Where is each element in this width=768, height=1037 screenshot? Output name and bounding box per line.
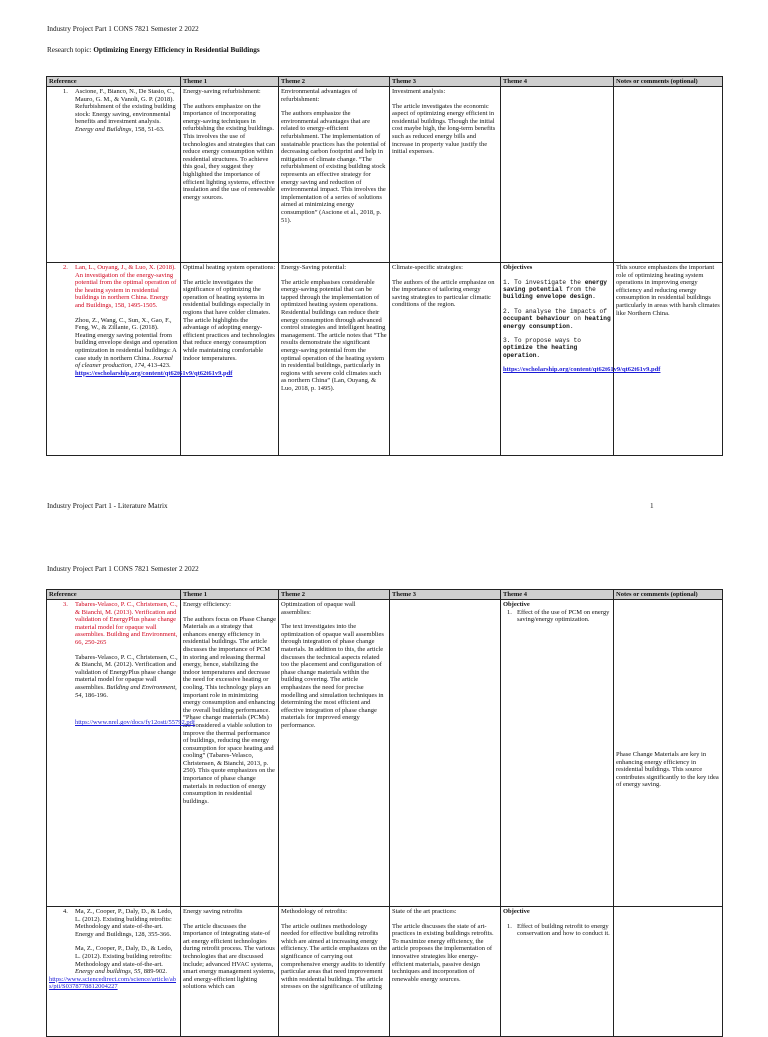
reference-cell: 3. Tabares-Velasco, P. C., Christensen, C., & Bianchi, M. (2013). Verification and validation of EnergyPlus phase change material model for opaque wall assemblies. Building and Environment, 66, 250-265 Tabares-Velasco, P. C., Christensen, C., & Bianchi, M. (2012). Verification and validation of EnergyPlus phase change material model for opaque wall assemblies. Building and Environment, 54, 186-196. https://www.nrel.gov/docs/fy12osti/55792.pdf <box>47 600 181 907</box>
col-header-theme-1: Theme 1 <box>181 590 279 600</box>
col-header-reference: Reference <box>47 77 181 87</box>
table-row <box>47 263 723 456</box>
theme-title: Energy efficiency: <box>183 601 231 608</box>
literature-matrix-table <box>46 589 723 1037</box>
theme-body: The article investigates the significance of optimizing the operation of heating systems in residential buildings especially in regions that have colder climates. The article highlights the advantage of adopting energy-efficient practices and technologies that reduce energy consumption while maintaining comfortable indoor temperatures. <box>183 278 275 362</box>
table-row <box>47 600 723 907</box>
reference-text-2: Ma, Z., Cooper, P., Daly, D., & Ledo, L. (2012). Existing building retrofits: Methodology and state-of-the-art. <box>75 945 173 968</box>
objectives-heading: Objective <box>503 601 530 608</box>
reference-cell: 2. Lan, L., Ouyang, J., & Luo, X. (2018). An investigation of the energy-saving potential from the optimal operation of the heating system in residential buildings in northern China. Energy and Buildings, 158, 1495-1505. Zhou, Z., Wang, C., Sun, X., Gao, F., Feng, W., & Zillante, G. (2018). Heating energy saving potential from building envelope design and operation optimization in residential buildings: A case study in northern China. Journal of cleaner production, 174, 413-423. https://escholarship.org/content/qt62t61v9/qt62t61v9.pdf <box>47 263 181 456</box>
notes-cell <box>614 907 723 1037</box>
reference-text: Ascione, F., Bianco, N., De Stasio, C., Mauro, G. M., & Vanoli, G. P. (2018). Refurbishment of the existing building stock: Energy saving, environmental benefits and investment analysis. <box>75 88 176 126</box>
theme-4-cell <box>501 907 614 1037</box>
theme-body: The article discusses the importance of integrating state-of art energy efficient technologies during retrofit process. The various technologies that are discussed include; advanced HVAC systems, smart energy management systems, and energy-efficient lighting solutions which can <box>183 922 276 991</box>
research-topic-label: Research topic: <box>47 46 92 54</box>
theme-1-cell <box>181 907 279 1037</box>
reference-cell: 4. Ma, Z., Cooper, P., Daly, D., & Ledo, L. (2012). Existing building retrofits: Methodology and state-of-the-art. Energy and Buildings, 128, 355-366. Ma, Z., Cooper, P., Daly, D., & Ledo, L. (2012). Existing building retrofits: Methodology and state-of-the-art. Energy and buildings, 55, 889-902. https://www.sciencedirect.com/science/article/abs/pii/S0378778812004227 <box>47 907 181 1037</box>
page-number: 1 <box>650 502 654 510</box>
theme-body: The authors of the article emphasize on the importance of tailoring energy saving strategies to particular climatic conditions of the region. <box>392 278 495 309</box>
reference-link[interactable]: https://www.nrel.gov/docs/fy12osti/55792.pdf <box>75 719 196 727</box>
theme-title: Optimization of opaque wall assemblies: <box>281 601 356 616</box>
table-header-row <box>47 77 723 87</box>
theme-1-cell <box>181 600 279 907</box>
theme-title: Energy-saving refurbishment: <box>183 88 261 95</box>
theme-title: Energy saving retrofits <box>183 908 243 915</box>
theme-1-cell <box>181 263 279 456</box>
reference-text: Ma, Z., Cooper, P., Daly, D., & Ledo, L. (2012). Existing building retrofits: Methodology and state-of-the-art. Energy and Buildings, 128, 355-366. <box>75 908 173 938</box>
theme-3-cell <box>390 600 501 907</box>
objective-item: 1. Effect of the use of PCM on energy saving/energy optimization. <box>507 608 610 624</box>
reference-link[interactable]: https://www.sciencedirect.com/science/article/abs/pii/S0378778812004227 <box>49 975 176 991</box>
theme-4-cell <box>501 263 661 456</box>
theme-2-cell <box>279 600 390 907</box>
theme-4-cell <box>501 87 614 263</box>
theme-body: The authors emphasize on the importance of incorporating energy-saving techniques in refurbishing the existing buildings. This involves the use of technologies and strategies that can reduce energy consumption within residential structures. To achieve this goal, they suggest they highlighted the importance of efficient lighting systems, effective insulation and the use of renewable energy sources. <box>183 102 276 201</box>
theme-body: The authors emphasize the environmental advantages that are related to energy-efficient refurbishment. The implementation of sustainable practices has the potential of decreasing carbon footprint and help in mitigation of climate change. “The refurbishment of existing building stock represents an effective strategy for energy saving and reduction of environmental impact. This involves the implementation of a series of solutions aimed at minimizing energy consumption” (Ascione et al., 2018, p. 51). <box>281 110 386 224</box>
objective-item: 2. To analyse the impacts of occupant behaviour on heating energy consumption. <box>503 307 611 330</box>
objective-item: 1. Effect of building retrofit to energy conservation and how to conduct it. <box>507 922 610 938</box>
reference-text-2: Tabares-Velasco, P. C., Christensen, C., & Bianchi, M. (2012). Verification and validation of EnergyPlus phase change material model for opaque wall assemblies. <box>75 653 178 691</box>
theme-title: Climate-specific strategies: <box>392 264 463 271</box>
literature-matrix-table <box>46 76 723 456</box>
col-header-theme-3: Theme 3 <box>390 77 501 87</box>
notes-cell <box>614 600 723 907</box>
objective-link[interactable]: https://escholarship.org/content/qt62t61v9/qt62t61v9.pdf <box>503 366 661 374</box>
theme-2-cell <box>279 907 390 1037</box>
page-header: Industry Project Part 1 CONS 7821 Semester 2 2022 <box>47 565 199 573</box>
notes-cell <box>614 263 723 456</box>
col-header-theme-2: Theme 2 <box>279 77 390 87</box>
col-header-theme-4: Theme 4 <box>501 77 614 87</box>
theme-title: Methodology of retrofits: <box>281 908 348 915</box>
page-footer: Industry Project Part 1 - Literature Matrix <box>47 502 168 510</box>
theme-title: State of the art practices: <box>392 908 457 915</box>
theme-body: The text investigates into the optimization of opaque wall assemblies through integration of phase change materials. In addition to this, the article discusses the technical aspects related too the placement and configuration of phase change materials within the building covering. The article emphasizes the need for precise modelling and simulation techniques in determining the most efficient and effective integration of phase change materials for improved energy performance. <box>281 623 384 729</box>
table-header-row <box>47 590 723 600</box>
notes-cell <box>614 87 723 263</box>
col-header-theme-2: Theme 2 <box>279 590 390 600</box>
theme-body: The article outlines methodology needed for effective building retrofits which are aimed at increasing energy efficiency. The article emphasizes on the significance of carrying out comprehensive energy audits to identify particular areas that need improvement within residential buildings. The article stresses on the significance of utilizing <box>281 922 387 991</box>
col-header-theme-1: Theme 1 <box>181 77 279 87</box>
theme-body: The article emphasises considerable energy-saving potential that can be tapped through the implementation of optimized heating system operations. Residential buildings can reduce their energy consumption through advanced control strategies and intelligent heating management. The article notes that “The results demonstrate the significant energy-saving potential from the optimal operation of the heating system in residential buildings, particularly in regions with severe cold climates such as northern China” (Lan, Ouyang, & Luo, 2018, p. 1495). <box>281 278 387 392</box>
col-header-theme-3: Theme 3 <box>390 590 501 600</box>
notes-text: Phase Change Materials are key in enhancing energy efficiency in residential buildings. This source contributes significantly to the key idea of energy saving. <box>616 751 719 789</box>
reference-text: Lan, L., Ouyang, J., & Luo, X. (2018). An investigation of the energy-saving potential from the optimal operation of the heating system in residential buildings in northern China. Energy and Buildings, 158, 1495-1505. <box>75 264 177 309</box>
reference-text: Tabares-Velasco, P. C., Christensen, C., & Bianchi, M. (2013). Verification and validation of EnergyPlus phase change material model for opaque wall assemblies. Building and Environment, 66, 250-265 <box>75 601 178 646</box>
theme-title: Optimal heating system operations: <box>183 264 276 271</box>
col-header-theme-4: Theme 4 <box>501 590 614 600</box>
theme-body: The authors focus on Phase Change Materials as a strategy that enhances energy efficiency in residential buildings. The article discusses the importance of PCM in storing and releasing thermal energy, hence, stabilizing the indoor temperatures and decrease the need for excessive heating or cooling. This technology plays an important role in minimizing energy consumption and enhancing the overall building performance. “Phase change materials (PCMs) are considered a viable solution to improve the thermal performance of buildings, reducing the energy consumption for space heating and cooling” (Tabares-Velasco, Christensen, & Bianchi, 2013, p. 250). This quote emphasizes on the importance of phase change materials in reduction of energy consumption in residential buildings. <box>183 615 276 805</box>
reference-cell: 1. Ascione, F., Bianco, N., De Stasio, C., Mauro, G. M., & Vanoli, G. P. (2018). Refurbishment of the existing building stock: Energy saving, environmental benefits and investment analysis. Energy and Buildings, 158, 51-63. <box>47 87 181 263</box>
reference-journal: Energy and Buildings <box>75 125 132 133</box>
reference-link[interactable]: https://escholarship.org/content/qt62t61v9/qt62t61v9.pdf <box>75 369 233 377</box>
theme-1-cell <box>181 87 279 263</box>
page-header: Industry Project Part 1 CONS 7821 Semester 2 2022 <box>47 25 199 33</box>
objectives-heading: Objectives <box>503 264 533 271</box>
research-topic-title: Optimizing Energy Efficiency in Residential Buildings <box>93 46 260 54</box>
theme-2-cell <box>279 263 390 456</box>
theme-body: The article discusses the state of art-practices in existing buildings retrofits. To maximize energy efficiency, the article proposes the implementation of innovative strategies like energy-efficient materials, passive design techniques and incorporation of renewable energy sources. <box>392 922 494 983</box>
research-topic <box>47 46 260 54</box>
theme-3-cell <box>390 87 501 263</box>
col-header-notes: Notes or comments (optional) <box>614 77 723 87</box>
objectives-heading: Objective <box>503 908 530 915</box>
theme-4-cell <box>501 600 614 907</box>
theme-3-cell <box>390 907 501 1037</box>
theme-title: Energy-Saving potential: <box>281 264 347 271</box>
theme-title: Environmental advantages of refurbishment: <box>281 88 358 103</box>
theme-2-cell <box>279 87 390 263</box>
theme-title: Investment analysis: <box>392 88 446 95</box>
table-row <box>47 907 723 1037</box>
objective-item: 3. To propose ways to optimize the heating operation. <box>503 337 581 359</box>
theme-body: The article investigates the economic aspect of optimizing energy efficient in residential buildings. Though the initial cost maybe high, the long-term benefits such as reduced energy bills and increase in property value justify the initial expenses. <box>392 102 496 156</box>
col-header-notes: Notes or comments (optional) <box>614 590 723 600</box>
col-header-reference: Reference <box>47 590 181 600</box>
objective-item: 1. To investigate the energy saving potential from the building envelope design. <box>503 278 607 301</box>
theme-3-cell <box>390 263 501 456</box>
notes-text: This source emphasizes the important role of optimizing heating system operations in improving energy efficiency and reducing energy consumption in residential buildings particularly in areas with harsh climates like Northern China. <box>616 264 720 317</box>
reference-text-2: Zhou, Z., Wang, C., Sun, X., Gao, F., Feng, W., & Zillante, G. (2018). Heating energy saving potential from building envelope design and operation optimization in residential buildings: A case study in northern China. <box>75 316 178 362</box>
table-row <box>47 87 723 263</box>
